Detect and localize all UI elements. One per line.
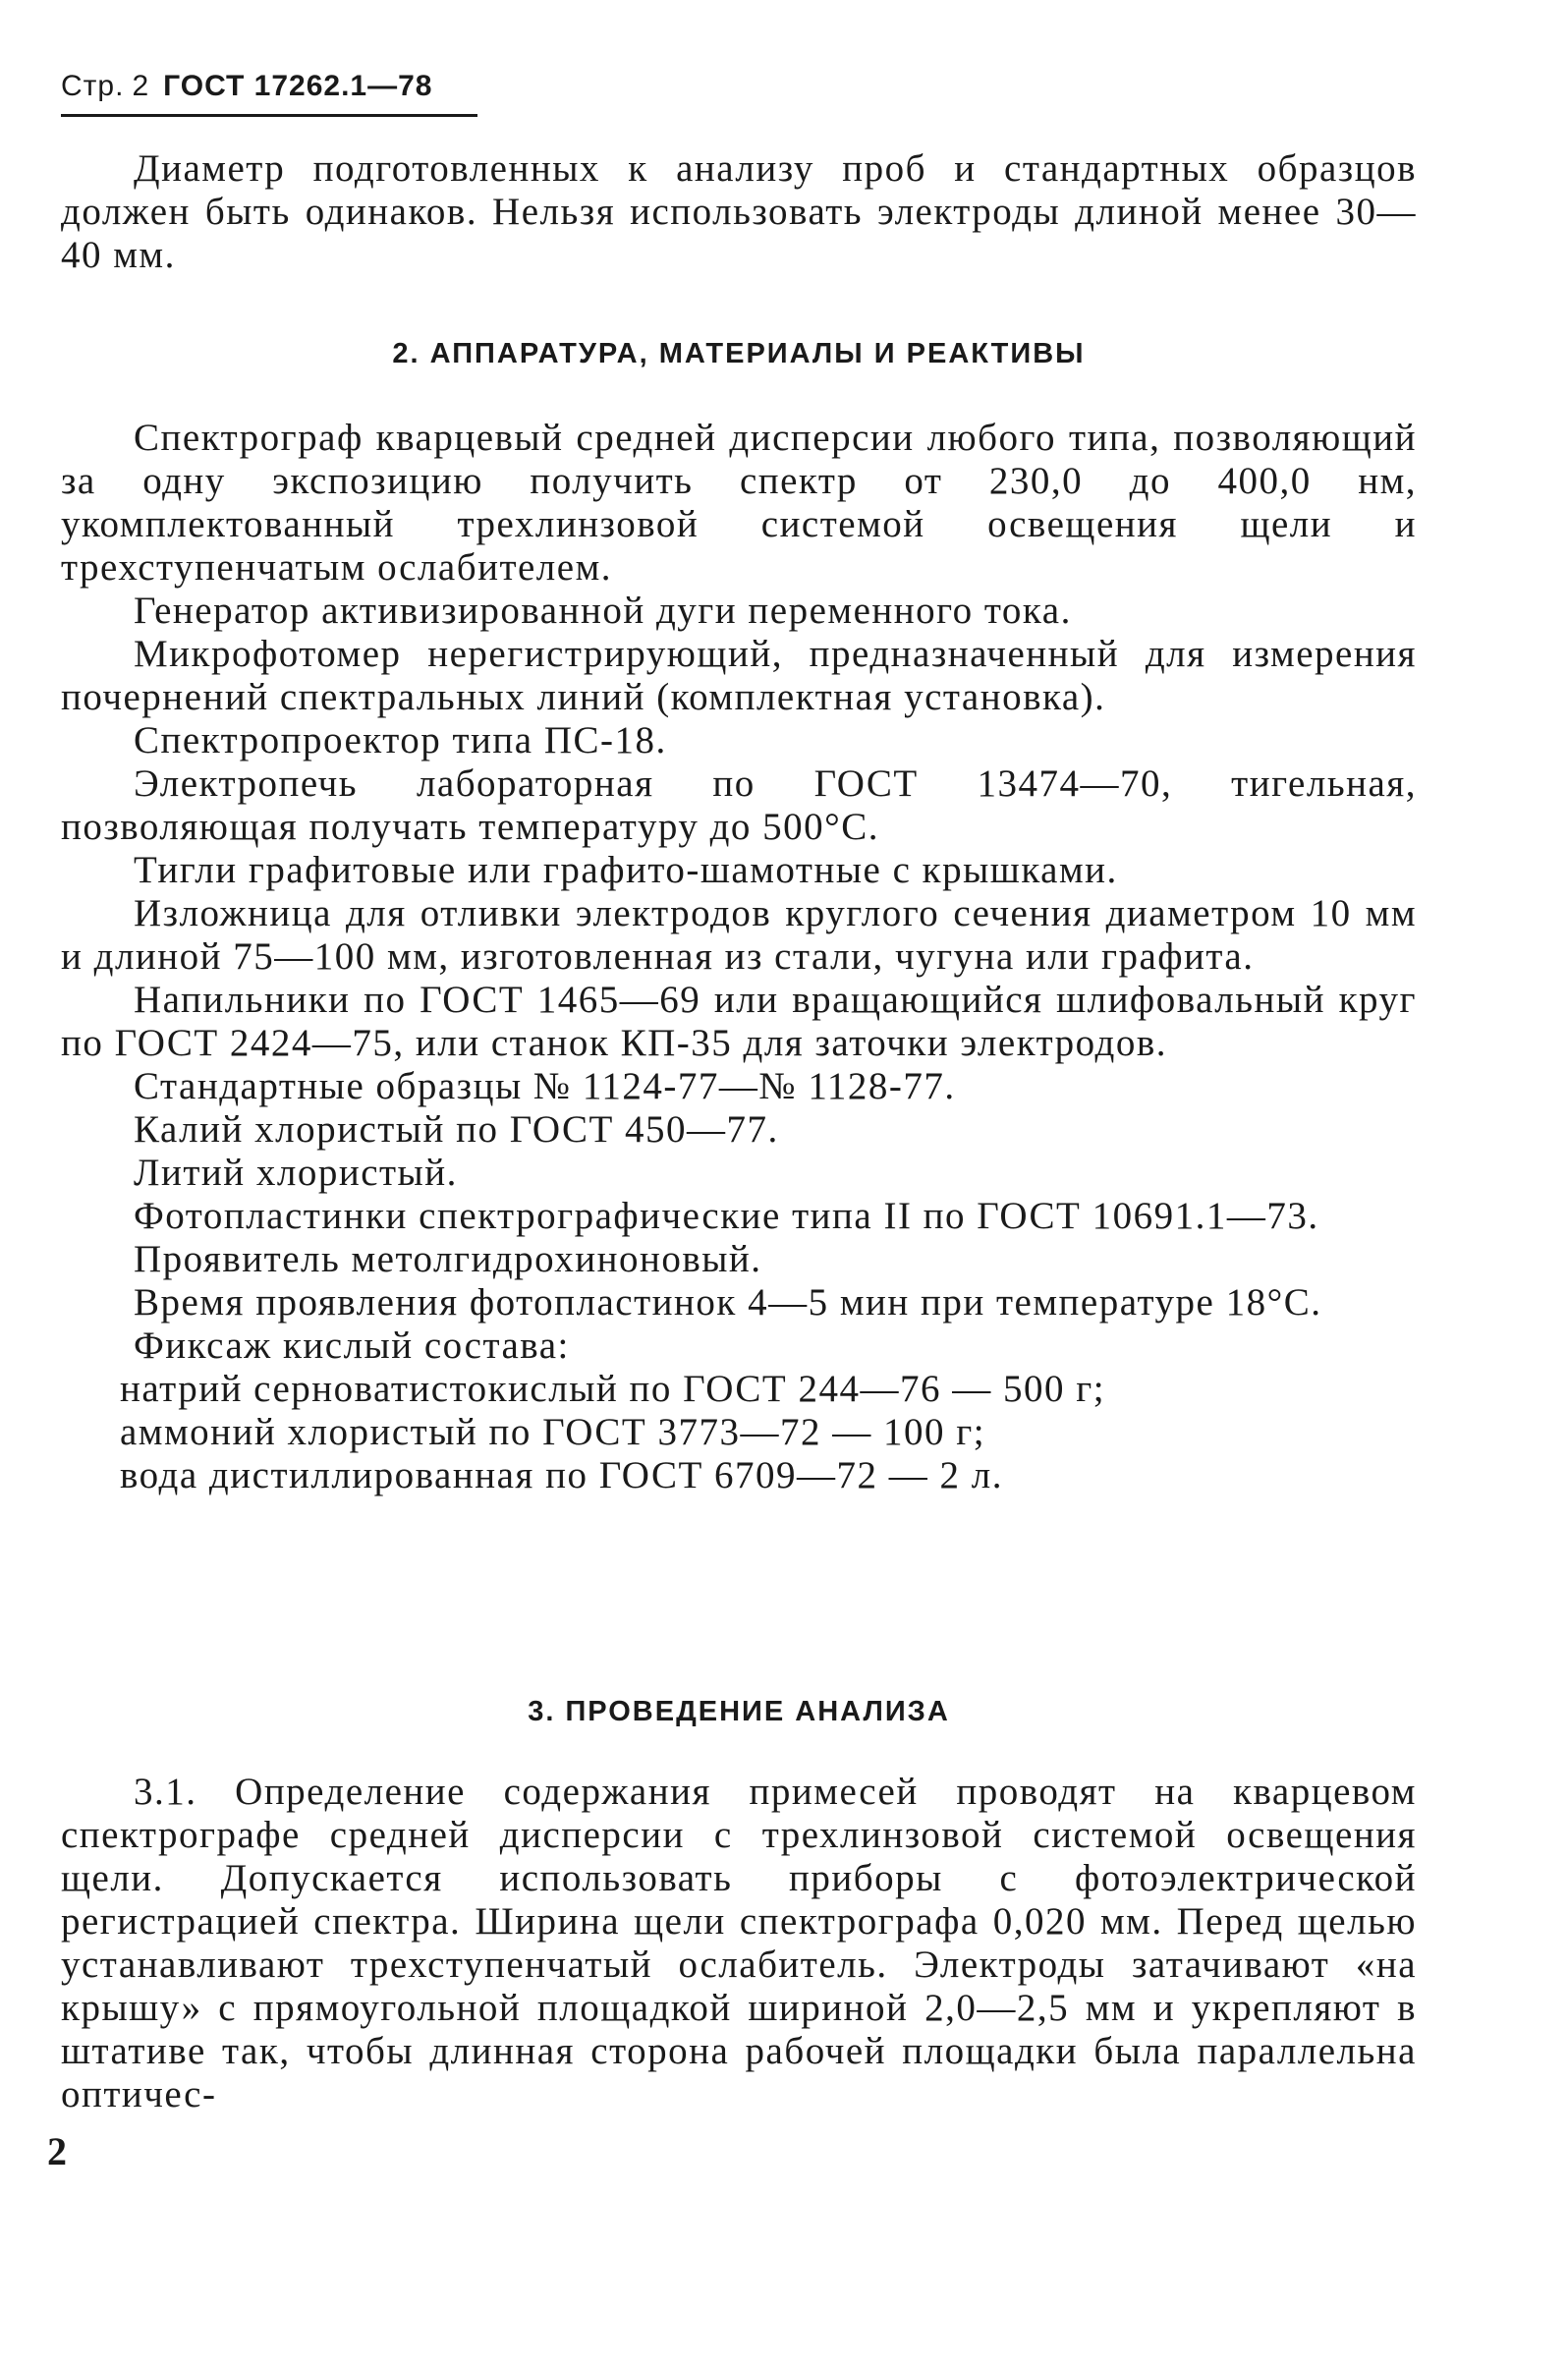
page-label: Стр.	[61, 70, 125, 102]
equipment-item: Изложница для отливки электродов круглого сечения диаметром 10 мм и длиной 75—100 мм, изготовленная из стали, чугуна или графита.	[61, 892, 1417, 978]
footer-page-number: 2	[47, 2129, 67, 2173]
equipment-item: Стандартные образцы № 1124-77—№ 1128-77.	[134, 1065, 956, 1107]
intro-paragraph: Диаметр подготовленных к анализу проб и стандартных образцов должен быть одинаков. Нельзя использовать электроды длиной менее 30—40 мм.	[61, 147, 1417, 276]
equipment-item: Фиксаж кислый состава:	[134, 1324, 570, 1367]
section-2-body	[61, 417, 1417, 1497]
equipment-item: Электропечь лабораторная по ГОСТ 13474—70, тигельная, позволяющая получать температуру до 500°С.	[61, 762, 1417, 848]
equipment-item: Литий хлористый.	[134, 1152, 458, 1194]
section-2-heading: 2. АППАРАТУРА, МАТЕРИАЛЫ И РЕАКТИВЫ	[392, 338, 1086, 369]
equipment-item: Микрофотомер нерегистрирующий, предназначенный для измерения почернений спектральных линий (комплектная установка).	[61, 633, 1417, 718]
paragraph-3-1: 3.1. Определение содержания примесей проводят на кварцевом спектрографе средней дисперсии с трехлинзовой системой освещения щели. Допускается использовать приборы с фотоэлектрической регистрацией спектра. Ширина щели спектрографа 0,020 мм. Перед щелью устанавливают трехступенчатый ослабитель. Электроды затачивают «на крышу» с прямоугольной площадкой шириной 2,0—2,5 мм и укрепляют в штативе так, чтобы длинная сторона рабочей площадки была параллельна оптичес-	[61, 1771, 1417, 2115]
equipment-item: Фотопластинки спектрографические типа II по ГОСТ 10691.1—73.	[134, 1195, 1319, 1237]
intro-block	[61, 147, 1417, 277]
equipment-item: Тигли графитовые или графито-шамотные с крышками.	[134, 849, 1118, 891]
standard-number: ГОСТ 17262.1—78	[163, 70, 433, 102]
composition-line: вода дистиллированная по ГОСТ 6709—72 — 2 л.	[120, 1454, 1003, 1496]
equipment-item: Время проявления фотопластинок 4—5 мин при температуре 18°С.	[134, 1281, 1322, 1324]
header-page-number: 2	[132, 70, 150, 102]
equipment-item: Проявитель метолгидрохиноновый.	[134, 1238, 762, 1280]
header-rule	[61, 114, 477, 117]
equipment-item: Напильники по ГОСТ 1465—69 или вращающийся шлифовальный круг по ГОСТ 2424—75, или станок КП-35 для заточки электродов.	[61, 979, 1417, 1064]
equipment-item: Калий хлористый по ГОСТ 450—77.	[134, 1108, 779, 1151]
composition-line: натрий серноватистокислый по ГОСТ 244—76 — 500 г;	[120, 1368, 1106, 1410]
equipment-item: Спектропроектор типа ПС-18.	[134, 719, 667, 761]
equipment-item: Спектрограф кварцевый средней дисперсии любого типа, позволяющий за одну экспозицию получить спектр от 230,0 до 400,0 нм, укомплектованный трехлинзовой системой освещения щели и трехступенчатым ослабителем.	[61, 417, 1417, 589]
section-3-heading: 3. ПРОВЕДЕНИЕ АНАЛИЗА	[528, 1696, 950, 1727]
running-header	[61, 67, 432, 106]
section-3-body	[61, 1771, 1417, 2116]
composition-line: аммоний хлористый по ГОСТ 3773—72 — 100 г;	[120, 1411, 986, 1453]
equipment-item: Генератор активизированной дуги переменного тока.	[134, 590, 1072, 632]
